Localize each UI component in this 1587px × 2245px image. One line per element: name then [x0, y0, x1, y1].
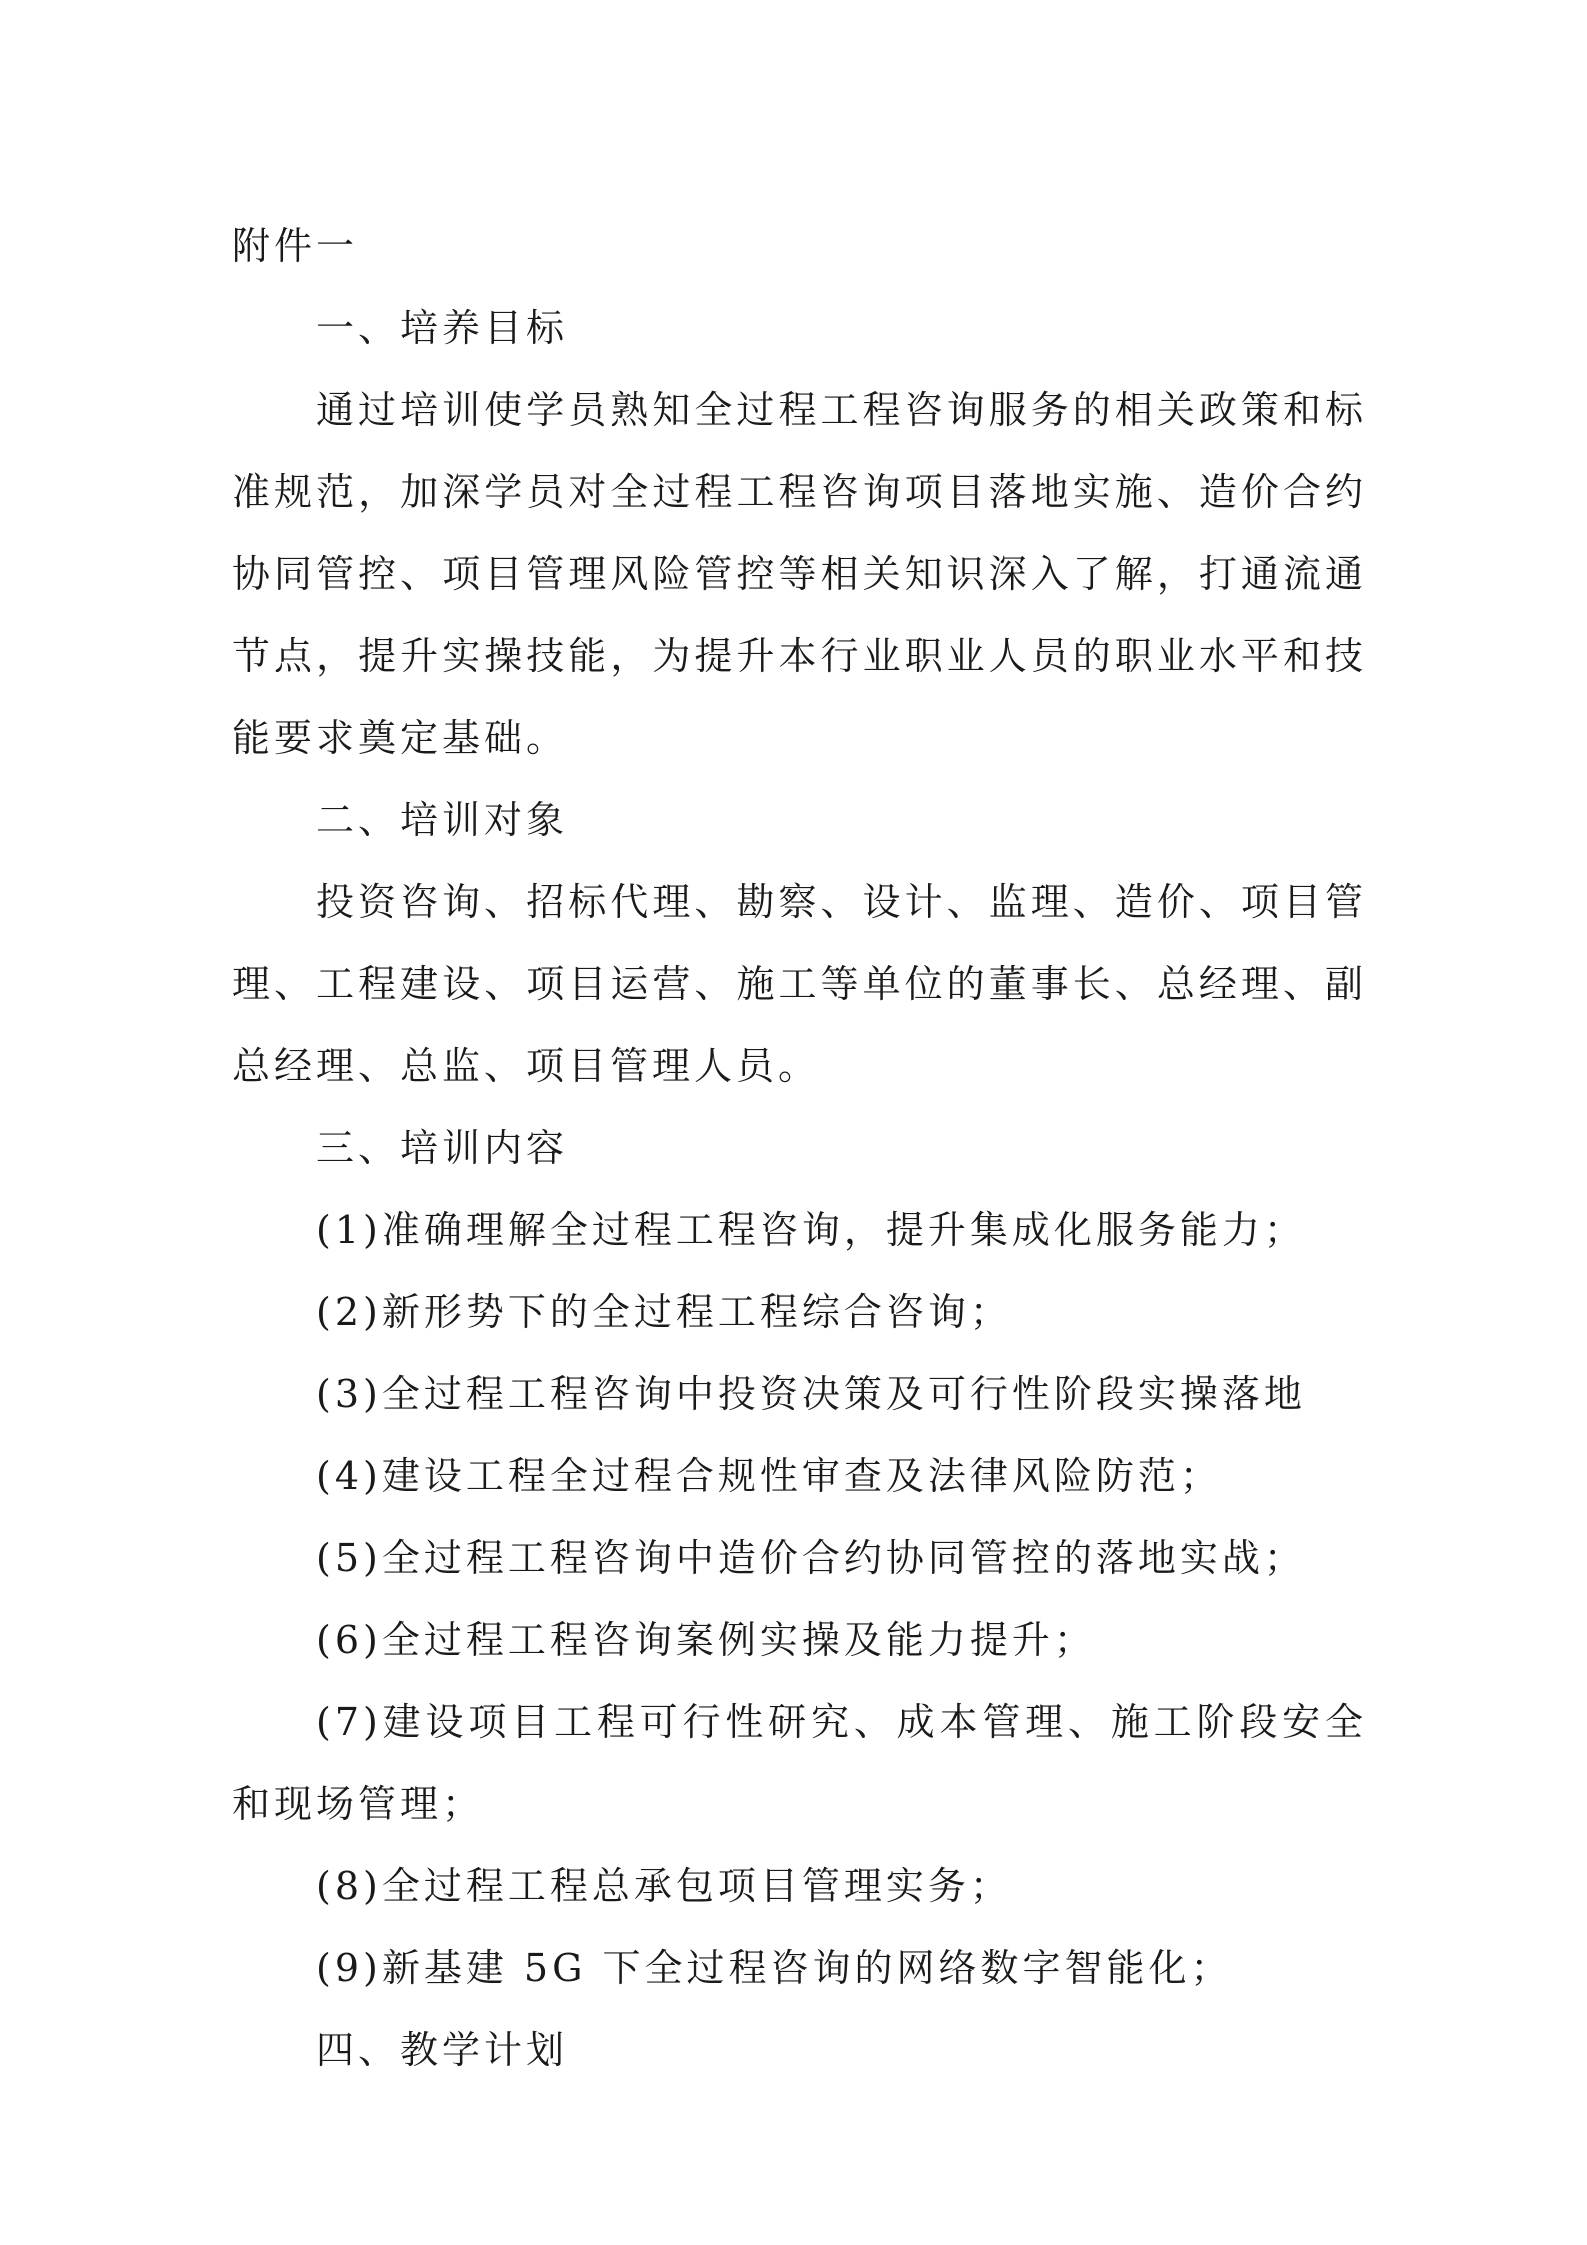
section-body-audience: 投资咨询、招标代理、勘察、设计、监理、造价、项目管理、工程建设、项目运营、施工等单位的董事长、总经理、副总经理、总监、项目管理人员。 [232, 880, 1367, 1088]
content-item: (5)全过程工程咨询中造价合约协同管控的落地实战； [316, 1536, 1306, 1580]
content-item: (1)准确理解全过程工程咨询，提升集成化服务能力； [316, 1208, 1306, 1252]
content-item: (3)全过程工程咨询中投资决策及可行性阶段实操落地 [316, 1372, 1306, 1416]
content-item: (2)新形势下的全过程工程综合咨询； [316, 1290, 1012, 1334]
content-item: (4)建设工程全过程合规性审查及法律风险防范； [316, 1454, 1222, 1498]
document-page [232, 205, 1367, 2091]
attachment-label: 附件一 [232, 224, 359, 268]
content-item: (6)全过程工程咨询案例实操及能力提升； [316, 1618, 1096, 1662]
section-heading-plan: 四、教学计划 [316, 2028, 569, 2072]
content-item: (8)全过程工程总承包项目管理实务； [316, 1864, 1012, 1908]
section-heading-audience: 二、培训对象 [316, 798, 569, 842]
section-heading-content: 三、培训内容 [316, 1126, 569, 1170]
section-heading-goal: 一、培养目标 [316, 306, 569, 350]
content-item: (7)建设项目工程可行性研究、成本管理、施工阶段安全和现场管理； [232, 1700, 1367, 1826]
content-item: (9)新基建 5G 下全过程咨询的网络数字智能化； [316, 1946, 1233, 1990]
section-body-goal: 通过培训使学员熟知全过程工程咨询服务的相关政策和标准规范，加深学员对全过程工程咨询项目落地实施、造价合约协同管控、项目管理风险管控等相关知识深入了解，打通流通节点，提升实操技能，为提升本行业职业人员的职业水平和技能要求奠定基础。 [232, 388, 1367, 760]
